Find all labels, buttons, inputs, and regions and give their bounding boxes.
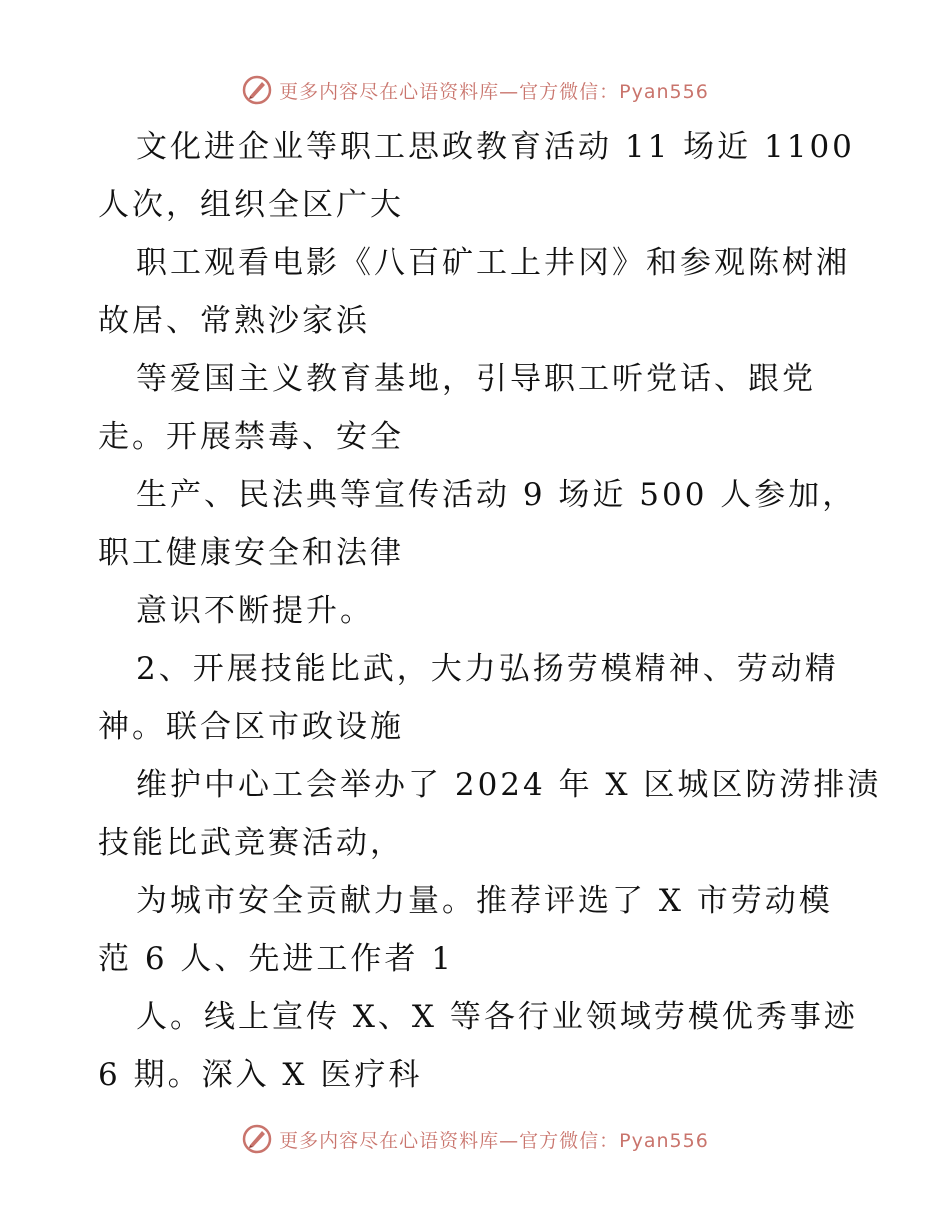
brush-logo-icon (241, 1123, 273, 1155)
paragraph-line: 人。线上宣传 X、X 等各行业领域劳模优秀事迹 (136, 999, 858, 1035)
watermark-text: 更多内容尽在心语资料库—官方微信：Pyan556 (279, 1129, 709, 1152)
paragraph-line: 技能比武竞赛活动， (98, 825, 404, 861)
paragraph-line: 走。开展禁毒、安全 (98, 419, 404, 455)
paragraph-9 (98, 988, 858, 1104)
paragraph-line: 职工健康安全和法律 (98, 535, 404, 571)
paragraph-3 (98, 350, 858, 466)
paragraph-2 (98, 234, 858, 350)
paragraph-line: 职工观看电影《八百矿工上井冈》和参观陈树湘 (136, 245, 850, 281)
paragraph-4 (98, 466, 858, 582)
footer-watermark (0, 1119, 950, 1159)
paragraph-line: 2、开展技能比武，大力弘扬劳模精神、劳动精 (136, 651, 839, 687)
paragraph-line: 故居、常熟沙家浜 (98, 303, 370, 339)
paragraph-line: 6 期。深入 X 医疗科 (98, 1057, 423, 1093)
paragraph-line: 范 6 人、先进工作者 1 (98, 941, 455, 977)
paragraph-8 (98, 872, 858, 988)
paragraph-5 (98, 582, 858, 640)
watermark-text: 更多内容尽在心语资料库—官方微信：Pyan556 (279, 80, 709, 103)
paragraph-line: 等爱国主义教育基地，引导职工听党话、跟党 (136, 361, 816, 397)
paragraph-line: 意识不断提升。 (136, 593, 374, 629)
paragraph-line: 神。联合区市政设施 (98, 709, 404, 745)
header-watermark (0, 70, 950, 110)
paragraph-1 (98, 118, 858, 234)
paragraph-line: 生产、民法典等宣传活动 9 场近 500 人参加， (136, 477, 857, 513)
paragraph-7 (98, 756, 882, 872)
brush-logo-icon (241, 74, 273, 106)
paragraph-line: 人次，组织全区广大 (98, 187, 404, 223)
paragraph-line: 文化进企业等职工思政教育活动 11 场近 1100 (136, 129, 855, 165)
document-body (98, 118, 882, 1104)
paragraph-6 (98, 640, 858, 756)
paragraph-line: 维护中心工会举办了 2024 年 X 区城区防涝排渍 (136, 767, 882, 803)
paragraph-line: 为城市安全贡献力量。推荐评选了 X 市劳动模 (136, 883, 833, 919)
